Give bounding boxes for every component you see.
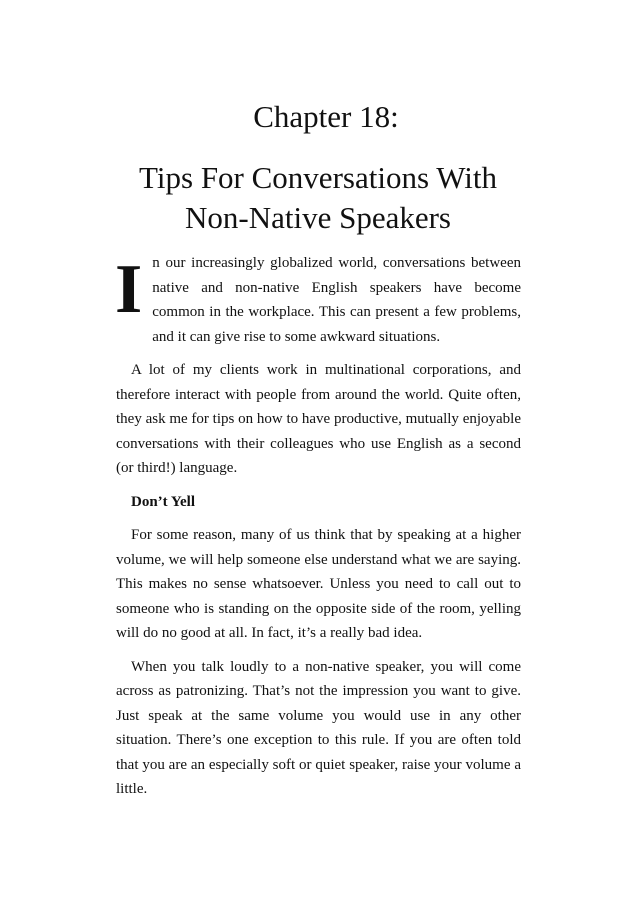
paragraph-volume: For some reason, many of us think that by speaking at a higher volume, we will help someone else understand what we are saying. This makes no sense whatsoever. Unless you need to call out to someone who is standing on the opposite side of the room, yelling will do no good at all. In fact, it’s a really bad idea.	[116, 527, 521, 641]
chapter-title	[0, 158, 636, 238]
chapter-title-line-1: Tips For Conversations With	[139, 160, 497, 195]
chapter-number: Chapter 18:	[253, 99, 399, 134]
paragraph-intro-text: n our increasingly globalized world, conversations between native and non-native English speakers have become common in the workplace. This can present a few problems, and it can give rise to some awkward situations.	[152, 255, 521, 345]
paragraph-intro	[116, 251, 521, 349]
body-text	[116, 251, 521, 802]
paragraph-clients: A lot of my clients work in multinational corporations, and therefore interact with people from around the world. Quite often, they ask me for tips on how to have productive, mutually enjoyable conversations with their colleagues who use English as a second (or third!) language.	[116, 362, 521, 476]
drop-cap: I	[115, 251, 143, 328]
paragraph-patronizing: When you talk loudly to a non-native speaker, you will come across as patronizing. That’s not the impression you want to give. Just speak at the same volume you would use in any other situation. There’s one exception to this rule. If you are often told that you are an especially soft or quiet speaker, raise your volume a little.	[116, 658, 521, 797]
chapter-title-line-2: Non-Native Speakers	[185, 200, 451, 235]
section-heading: Don’t Yell	[131, 493, 196, 510]
